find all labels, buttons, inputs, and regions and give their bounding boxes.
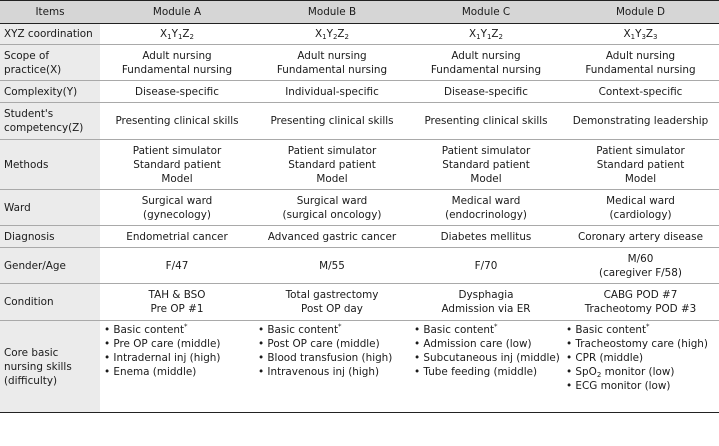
condition-d: CABG POD #7 Tracheotomy POD #3 bbox=[562, 284, 719, 321]
row-competency bbox=[0, 103, 719, 140]
ward-b: Surgical ward (surgical oncology) bbox=[254, 190, 410, 226]
header-items: Items bbox=[0, 1, 100, 24]
row-condition bbox=[0, 284, 719, 321]
row-methods bbox=[0, 140, 719, 190]
xyz-b: $X_1Y_2Z_2$ bbox=[254, 24, 410, 45]
row-diagnosis bbox=[0, 226, 719, 248]
complexity-b: Individual-specific bbox=[254, 81, 410, 103]
core-skills-b: • Basic content* • Post OP care (middle) • Blood transfusion (high) • Intravenous inj (high) bbox=[254, 321, 410, 413]
complexity-a: Disease-specific bbox=[100, 81, 254, 103]
condition-a: TAH & BSO Pre OP #1 bbox=[100, 284, 254, 321]
row-label-methods: Methods bbox=[0, 140, 100, 190]
gender-age-b: M/55 bbox=[254, 248, 410, 284]
diagnosis-d: Coronary artery disease bbox=[562, 226, 719, 248]
row-label-scope: Scope of practice(X) bbox=[0, 45, 100, 81]
scope-d: Adult nursing Fundamental nursing bbox=[562, 45, 719, 81]
header-module-a: Module A bbox=[100, 1, 254, 24]
core-skills-d: • Basic content* • Tracheostomy care (high) • CPR (middle) • SpO$_2$ monitor (low) • ECG monitor (low) bbox=[562, 321, 719, 413]
row-xyz bbox=[0, 24, 719, 45]
methods-d: Patient simulator Standard patient Model bbox=[562, 140, 719, 190]
row-complexity bbox=[0, 81, 719, 103]
xyz-a: $X_1Y_1Z_2$ bbox=[100, 24, 254, 45]
diagnosis-a: Endometrial cancer bbox=[100, 226, 254, 248]
row-label-ward: Ward bbox=[0, 190, 100, 226]
row-label-gender-age: Gender/Age bbox=[0, 248, 100, 284]
core-skills-c: • Basic content* • Admission care (low) • Subcutaneous inj (middle) • Tube feeding (middle) bbox=[410, 321, 562, 413]
header-module-c: Module C bbox=[410, 1, 562, 24]
diagnosis-b: Advanced gastric cancer bbox=[254, 226, 410, 248]
xyz-c: $X_1Y_1Z_2$ bbox=[410, 24, 562, 45]
diagnosis-c: Diabetes mellitus bbox=[410, 226, 562, 248]
row-label-competency: Student's competency(Z) bbox=[0, 103, 100, 140]
gender-age-c: F/70 bbox=[410, 248, 562, 284]
ward-a: Surgical ward (gynecology) bbox=[100, 190, 254, 226]
competency-a: Presenting clinical skills bbox=[100, 103, 254, 140]
row-label-core-skills: Core basic nursing skills (difficulty) bbox=[0, 321, 100, 413]
row-core-skills bbox=[0, 321, 719, 413]
row-label-xyz: XYZ coordination bbox=[0, 24, 100, 45]
gender-age-a: F/47 bbox=[100, 248, 254, 284]
row-gender-age bbox=[0, 248, 719, 284]
header-module-b: Module B bbox=[254, 1, 410, 24]
header-module-d: Module D bbox=[562, 1, 719, 24]
competency-c: Presenting clinical skills bbox=[410, 103, 562, 140]
header-row bbox=[0, 1, 719, 24]
row-label-diagnosis: Diagnosis bbox=[0, 226, 100, 248]
xyz-d: $X_1Y_3Z_3$ bbox=[562, 24, 719, 45]
ward-c: Medical ward (endocrinology) bbox=[410, 190, 562, 226]
row-label-condition: Condition bbox=[0, 284, 100, 321]
scope-a: Adult nursing Fundamental nursing bbox=[100, 45, 254, 81]
row-ward bbox=[0, 190, 719, 226]
ward-d: Medical ward (cardiology) bbox=[562, 190, 719, 226]
scope-c: Adult nursing Fundamental nursing bbox=[410, 45, 562, 81]
complexity-c: Disease-specific bbox=[410, 81, 562, 103]
core-skills-a: • Basic content* • Pre OP care (middle) • Intradernal inj (high) • Enema (middle) bbox=[100, 321, 254, 413]
complexity-d: Context-specific bbox=[562, 81, 719, 103]
methods-c: Patient simulator Standard patient Model bbox=[410, 140, 562, 190]
condition-b: Total gastrectomy Post OP day bbox=[254, 284, 410, 321]
methods-b: Patient simulator Standard patient Model bbox=[254, 140, 410, 190]
competency-b: Presenting clinical skills bbox=[254, 103, 410, 140]
methods-a: Patient simulator Standard patient Model bbox=[100, 140, 254, 190]
condition-c: Dysphagia Admission via ER bbox=[410, 284, 562, 321]
row-label-complexity: Complexity(Y) bbox=[0, 81, 100, 103]
competency-d: Demonstrating leadership bbox=[562, 103, 719, 140]
gender-age-d: M/60 (caregiver F/58) bbox=[562, 248, 719, 284]
row-scope bbox=[0, 45, 719, 81]
scope-b: Adult nursing Fundamental nursing bbox=[254, 45, 410, 81]
